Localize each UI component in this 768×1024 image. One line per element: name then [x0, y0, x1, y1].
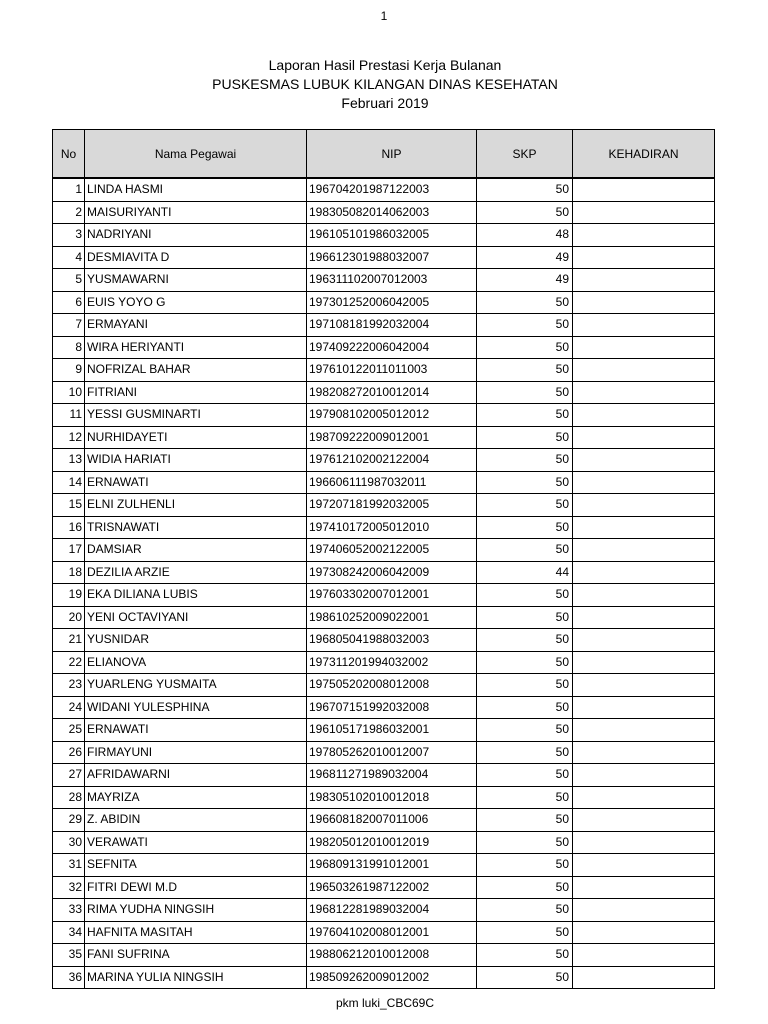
table-header-row: [53, 130, 715, 179]
table-row: [53, 696, 715, 719]
cell-skp: 50: [477, 606, 573, 629]
column-header-name: Nama Pegawai: [85, 130, 307, 179]
cell-name: MARINA YULIA NINGSIH: [85, 966, 307, 989]
table-row: [53, 786, 715, 809]
cell-nip: 196812281989032004: [307, 899, 477, 922]
table-row: [53, 561, 715, 584]
cell-name: FIRMAYUNI: [85, 741, 307, 764]
cell-nip: 198208272010012014: [307, 381, 477, 404]
cell-kehadiran: [573, 471, 715, 494]
cell-kehadiran: [573, 178, 715, 201]
cell-nip: 196311102007012003: [307, 269, 477, 292]
table-row: [53, 741, 715, 764]
cell-skp: 50: [477, 539, 573, 562]
cell-nip: 196707151992032008: [307, 696, 477, 719]
cell-kehadiran: [573, 336, 715, 359]
cell-skp: 50: [477, 336, 573, 359]
cell-nip: 196105171986032001: [307, 719, 477, 742]
cell-no: 2: [53, 201, 85, 224]
cell-skp: 50: [477, 899, 573, 922]
cell-name: YUARLENG YUSMAITA: [85, 674, 307, 697]
table-row: [53, 719, 715, 742]
cell-skp: 50: [477, 291, 573, 314]
cell-no: 7: [53, 314, 85, 337]
cell-name: ERNAWATI: [85, 719, 307, 742]
cell-name: YUSNIDAR: [85, 629, 307, 652]
cell-name: HAFNITA MASITAH: [85, 921, 307, 944]
cell-name: YUSMAWARNI: [85, 269, 307, 292]
table-body: [53, 178, 715, 989]
cell-skp: 50: [477, 471, 573, 494]
cell-nip: 198610252009022001: [307, 606, 477, 629]
cell-skp: 50: [477, 719, 573, 742]
cell-nip: 198709222009012001: [307, 426, 477, 449]
cell-skp: 48: [477, 224, 573, 247]
cell-no: 23: [53, 674, 85, 697]
cell-no: 9: [53, 359, 85, 382]
report-period: Februari 2019: [341, 95, 429, 111]
cell-skp: 49: [477, 269, 573, 292]
cell-kehadiran: [573, 539, 715, 562]
column-header-no: No: [53, 130, 85, 179]
cell-kehadiran: [573, 494, 715, 517]
cell-kehadiran: [573, 651, 715, 674]
cell-no: 10: [53, 381, 85, 404]
cell-no: 13: [53, 449, 85, 472]
cell-kehadiran: [573, 516, 715, 539]
table-row: [53, 269, 715, 292]
cell-no: 12: [53, 426, 85, 449]
cell-name: YESSI GUSMINARTI: [85, 404, 307, 427]
cell-no: 8: [53, 336, 85, 359]
cell-kehadiran: [573, 629, 715, 652]
cell-nip: 198509262009012002: [307, 966, 477, 989]
cell-nip: 197301252006042005: [307, 291, 477, 314]
cell-nip: 196612301988032007: [307, 246, 477, 269]
cell-skp: 50: [477, 178, 573, 201]
cell-skp: 50: [477, 201, 573, 224]
cell-no: 18: [53, 561, 85, 584]
table-row: [53, 336, 715, 359]
cell-nip: 197311201994032002: [307, 651, 477, 674]
cell-nip: 196503261987122002: [307, 876, 477, 899]
cell-skp: 50: [477, 809, 573, 832]
cell-kehadiran: [573, 449, 715, 472]
cell-no: 15: [53, 494, 85, 517]
cell-nip: 196608182007011006: [307, 809, 477, 832]
cell-no: 24: [53, 696, 85, 719]
cell-name: EKA DILIANA LUBIS: [85, 584, 307, 607]
cell-name: Z. ABIDIN: [85, 809, 307, 832]
cell-kehadiran: [573, 696, 715, 719]
table-row: [53, 246, 715, 269]
cell-name: NADRIYANI: [85, 224, 307, 247]
table-row: [53, 809, 715, 832]
cell-skp: 50: [477, 674, 573, 697]
table-row: [53, 426, 715, 449]
table-row: [53, 471, 715, 494]
table-row: [53, 876, 715, 899]
column-header-nip: NIP: [307, 130, 477, 179]
cell-name: DESMIAVITA D: [85, 246, 307, 269]
cell-no: 11: [53, 404, 85, 427]
cell-skp: 50: [477, 944, 573, 967]
cell-no: 36: [53, 966, 85, 989]
cell-kehadiran: [573, 944, 715, 967]
cell-skp: 50: [477, 966, 573, 989]
cell-kehadiran: [573, 719, 715, 742]
cell-name: MAYRIZA: [85, 786, 307, 809]
cell-nip: 198806212010012008: [307, 944, 477, 967]
table-row: [53, 539, 715, 562]
table-row: [53, 291, 715, 314]
cell-no: 14: [53, 471, 85, 494]
cell-no: 25: [53, 719, 85, 742]
cell-nip: 197308242006042009: [307, 561, 477, 584]
cell-no: 22: [53, 651, 85, 674]
cell-name: ERMAYANI: [85, 314, 307, 337]
cell-name: MAISURIYANTI: [85, 201, 307, 224]
table-row: [53, 764, 715, 787]
cell-skp: 50: [477, 651, 573, 674]
cell-skp: 50: [477, 404, 573, 427]
cell-kehadiran: [573, 246, 715, 269]
table-row: [53, 404, 715, 427]
cell-nip: 197410172005012010: [307, 516, 477, 539]
cell-kehadiran: [573, 426, 715, 449]
cell-name: TRISNAWATI: [85, 516, 307, 539]
cell-skp: 50: [477, 359, 573, 382]
cell-skp: 50: [477, 494, 573, 517]
cell-skp: 50: [477, 314, 573, 337]
cell-skp: 50: [477, 854, 573, 877]
cell-no: 35: [53, 944, 85, 967]
table-row: [53, 944, 715, 967]
cell-name: YENI OCTAVIYANI: [85, 606, 307, 629]
cell-skp: 50: [477, 786, 573, 809]
cell-no: 21: [53, 629, 85, 652]
cell-nip: 196809131991012001: [307, 854, 477, 877]
institution-name: PUSKESMAS LUBUK KILANGAN DINAS KESEHATAN: [212, 76, 558, 92]
cell-no: 29: [53, 809, 85, 832]
cell-kehadiran: [573, 809, 715, 832]
cell-kehadiran: [573, 786, 715, 809]
cell-no: 26: [53, 741, 85, 764]
cell-skp: 50: [477, 426, 573, 449]
table-row: [53, 584, 715, 607]
cell-skp: 50: [477, 449, 573, 472]
report-header: [0, 56, 768, 113]
cell-name: ELNI ZULHENLI: [85, 494, 307, 517]
cell-kehadiran: [573, 606, 715, 629]
table-row: [53, 966, 715, 989]
cell-nip: 198205012010012019: [307, 831, 477, 854]
table-row: [53, 629, 715, 652]
cell-nip: 197505202008012008: [307, 674, 477, 697]
table-row: [53, 899, 715, 922]
cell-skp: 44: [477, 561, 573, 584]
cell-name: FANI SUFRINA: [85, 944, 307, 967]
cell-no: 3: [53, 224, 85, 247]
cell-kehadiran: [573, 269, 715, 292]
cell-name: WIDANI YULESPHINA: [85, 696, 307, 719]
cell-skp: 50: [477, 629, 573, 652]
cell-name: RIMA YUDHA NINGSIH: [85, 899, 307, 922]
table-row: [53, 201, 715, 224]
cell-skp: 50: [477, 764, 573, 787]
cell-skp: 50: [477, 584, 573, 607]
cell-nip: 197406052002122005: [307, 539, 477, 562]
cell-nip: 196704201987122003: [307, 178, 477, 201]
table-row: [53, 381, 715, 404]
cell-kehadiran: [573, 359, 715, 382]
cell-nip: 197603302007012001: [307, 584, 477, 607]
cell-kehadiran: [573, 966, 715, 989]
cell-name: LINDA HASMI: [85, 178, 307, 201]
page-number: 1: [380, 9, 388, 23]
cell-no: 1: [53, 178, 85, 201]
cell-skp: 50: [477, 741, 573, 764]
cell-nip: 197207181992032005: [307, 494, 477, 517]
cell-nip: 197409222006042004: [307, 336, 477, 359]
cell-name: NURHIDAYETI: [85, 426, 307, 449]
cell-nip: 197604102008012001: [307, 921, 477, 944]
table-row: [53, 606, 715, 629]
cell-nip: 196606111987032011: [307, 471, 477, 494]
cell-nip: 196105101986032005: [307, 224, 477, 247]
cell-nip: 197908102005012012: [307, 404, 477, 427]
cell-no: 30: [53, 831, 85, 854]
cell-no: 5: [53, 269, 85, 292]
cell-kehadiran: [573, 404, 715, 427]
cell-name: DEZILIA ARZIE: [85, 561, 307, 584]
table-row: [53, 178, 715, 201]
cell-name: FITRI DEWI M.D: [85, 876, 307, 899]
table-row: [53, 921, 715, 944]
cell-no: 17: [53, 539, 85, 562]
cell-name: DAMSIAR: [85, 539, 307, 562]
cell-kehadiran: [573, 224, 715, 247]
cell-kehadiran: [573, 381, 715, 404]
cell-nip: 197805262010012007: [307, 741, 477, 764]
table-row: [53, 516, 715, 539]
cell-no: 31: [53, 854, 85, 877]
cell-name: VERAWATI: [85, 831, 307, 854]
cell-kehadiran: [573, 291, 715, 314]
cell-skp: 50: [477, 696, 573, 719]
cell-kehadiran: [573, 764, 715, 787]
table-row: [53, 831, 715, 854]
cell-name: AFRIDAWARNI: [85, 764, 307, 787]
cell-kehadiran: [573, 899, 715, 922]
cell-nip: 197610122011011003: [307, 359, 477, 382]
column-header-skp: SKP: [477, 130, 573, 179]
cell-kehadiran: [573, 201, 715, 224]
cell-no: 16: [53, 516, 85, 539]
cell-no: 33: [53, 899, 85, 922]
cell-kehadiran: [573, 831, 715, 854]
cell-no: 4: [53, 246, 85, 269]
cell-name: EUIS YOYO G: [85, 291, 307, 314]
cell-name: WIDIA HARIATI: [85, 449, 307, 472]
cell-name: WIRA HERIYANTI: [85, 336, 307, 359]
cell-name: SEFNITA: [85, 854, 307, 877]
cell-nip: 197108181992032004: [307, 314, 477, 337]
cell-no: 20: [53, 606, 85, 629]
cell-skp: 50: [477, 381, 573, 404]
cell-name: ELIANOVA: [85, 651, 307, 674]
table-row: [53, 359, 715, 382]
cell-no: 32: [53, 876, 85, 899]
cell-nip: 198305102010012018: [307, 786, 477, 809]
report-title: Laporan Hasil Prestasi Kerja Bulanan: [268, 57, 502, 73]
cell-nip: 196805041988032003: [307, 629, 477, 652]
cell-no: 6: [53, 291, 85, 314]
cell-nip: 198305082014062003: [307, 201, 477, 224]
cell-name: FITRIANI: [85, 381, 307, 404]
cell-name: NOFRIZAL BAHAR: [85, 359, 307, 382]
table-row: [53, 854, 715, 877]
cell-skp: 49: [477, 246, 573, 269]
cell-name: ERNAWATI: [85, 471, 307, 494]
cell-no: 34: [53, 921, 85, 944]
cell-kehadiran: [573, 584, 715, 607]
cell-skp: 50: [477, 921, 573, 944]
table-row: [53, 449, 715, 472]
column-header-kehadiran: KEHADIRAN: [573, 130, 715, 179]
footer-id: pkm luki_CBC69C: [335, 996, 435, 1010]
cell-kehadiran: [573, 674, 715, 697]
table-row: [53, 224, 715, 247]
cell-nip: 197612102002122004: [307, 449, 477, 472]
cell-kehadiran: [573, 741, 715, 764]
cell-kehadiran: [573, 854, 715, 877]
cell-no: 19: [53, 584, 85, 607]
table-row: [53, 314, 715, 337]
cell-kehadiran: [573, 561, 715, 584]
cell-skp: 50: [477, 831, 573, 854]
cell-no: 27: [53, 764, 85, 787]
cell-skp: 50: [477, 516, 573, 539]
cell-no: 28: [53, 786, 85, 809]
table-row: [53, 494, 715, 517]
cell-kehadiran: [573, 921, 715, 944]
table-row: [53, 651, 715, 674]
table-row: [53, 674, 715, 697]
cell-kehadiran: [573, 876, 715, 899]
employee-performance-table: [52, 129, 715, 989]
cell-nip: 196811271989032004: [307, 764, 477, 787]
cell-kehadiran: [573, 314, 715, 337]
cell-skp: 50: [477, 876, 573, 899]
